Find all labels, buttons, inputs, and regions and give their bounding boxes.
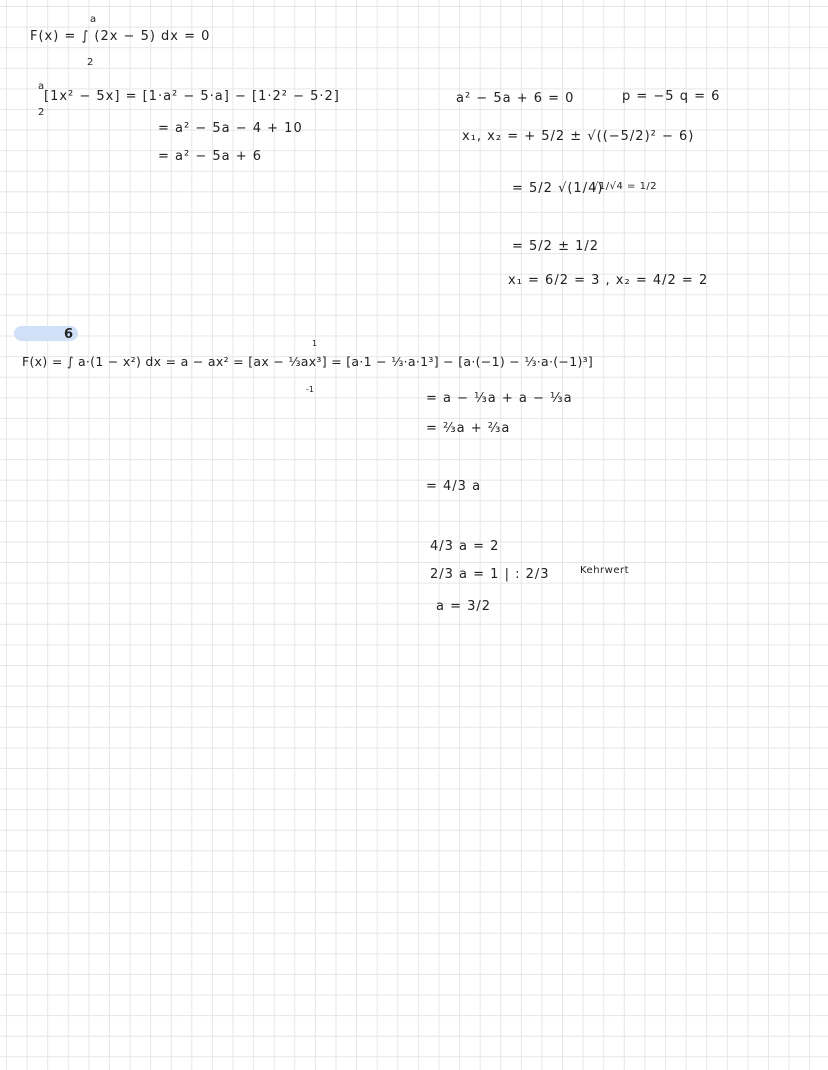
simplify-line-2: = a² − 5a + 6 [158, 149, 263, 164]
part2-step-5: 2/3 a = 1 | : 2/3 [430, 567, 550, 582]
simplify-line-1: = a² − 5a − 4 + 10 [158, 121, 303, 136]
bracket-lower-limit: 2 [38, 107, 45, 118]
pq-step-3: = 5/2 ± 1/2 [512, 239, 600, 254]
pq-step-2-side: √1/√4 = 1/2 [592, 181, 658, 192]
part2-main-line: F(x) = ∫ a·(1 − x²) dx = a − ax² = [ax − ⅓ax³] = [a·1 − ⅓·a·1³] − [a·(−1) − ⅓·a·(−1)³] [22, 354, 594, 369]
part2-step-4: 4/3 a = 2 [430, 539, 500, 554]
antiderivative-line: [1x² − 5x] = [1·a² − 5·a] − [1·2² − 5·2] [44, 89, 340, 104]
pq-result: x₁ = 6/2 = 3 , x₂ = 4/2 = 2 [508, 273, 709, 288]
part2-step-3: = 4/3 a [426, 479, 482, 494]
integral-lower-limit: 2 [87, 57, 94, 68]
part2-upper-limit: 1 [312, 339, 318, 348]
part2-step-6: a = 3/2 [436, 599, 492, 614]
pq-step-2: = 5/2 √(1/4) [512, 181, 604, 196]
pq-parameters: p = −5 q = 6 [622, 89, 721, 104]
part2-step-1: = a − ⅓a + a − ⅓a [426, 391, 573, 406]
integral-line-1: F(x) = ∫ (2x − 5) dx = 0 [30, 29, 211, 44]
pq-formula: x₁, x₂ = + 5/2 ± √((−5/2)² − 6) [462, 129, 695, 144]
part2-step-2: = ⅔a + ⅔a [426, 421, 511, 436]
section-number: 6 [64, 327, 75, 342]
kehrwert-note: Kehrwert [580, 565, 630, 576]
quadratic-equation: a² − 5a + 6 = 0 [456, 91, 575, 106]
integral-upper-limit: a [90, 14, 97, 25]
bracket-upper-limit: a [38, 81, 45, 92]
part2-lower-limit: -1 [306, 385, 314, 394]
